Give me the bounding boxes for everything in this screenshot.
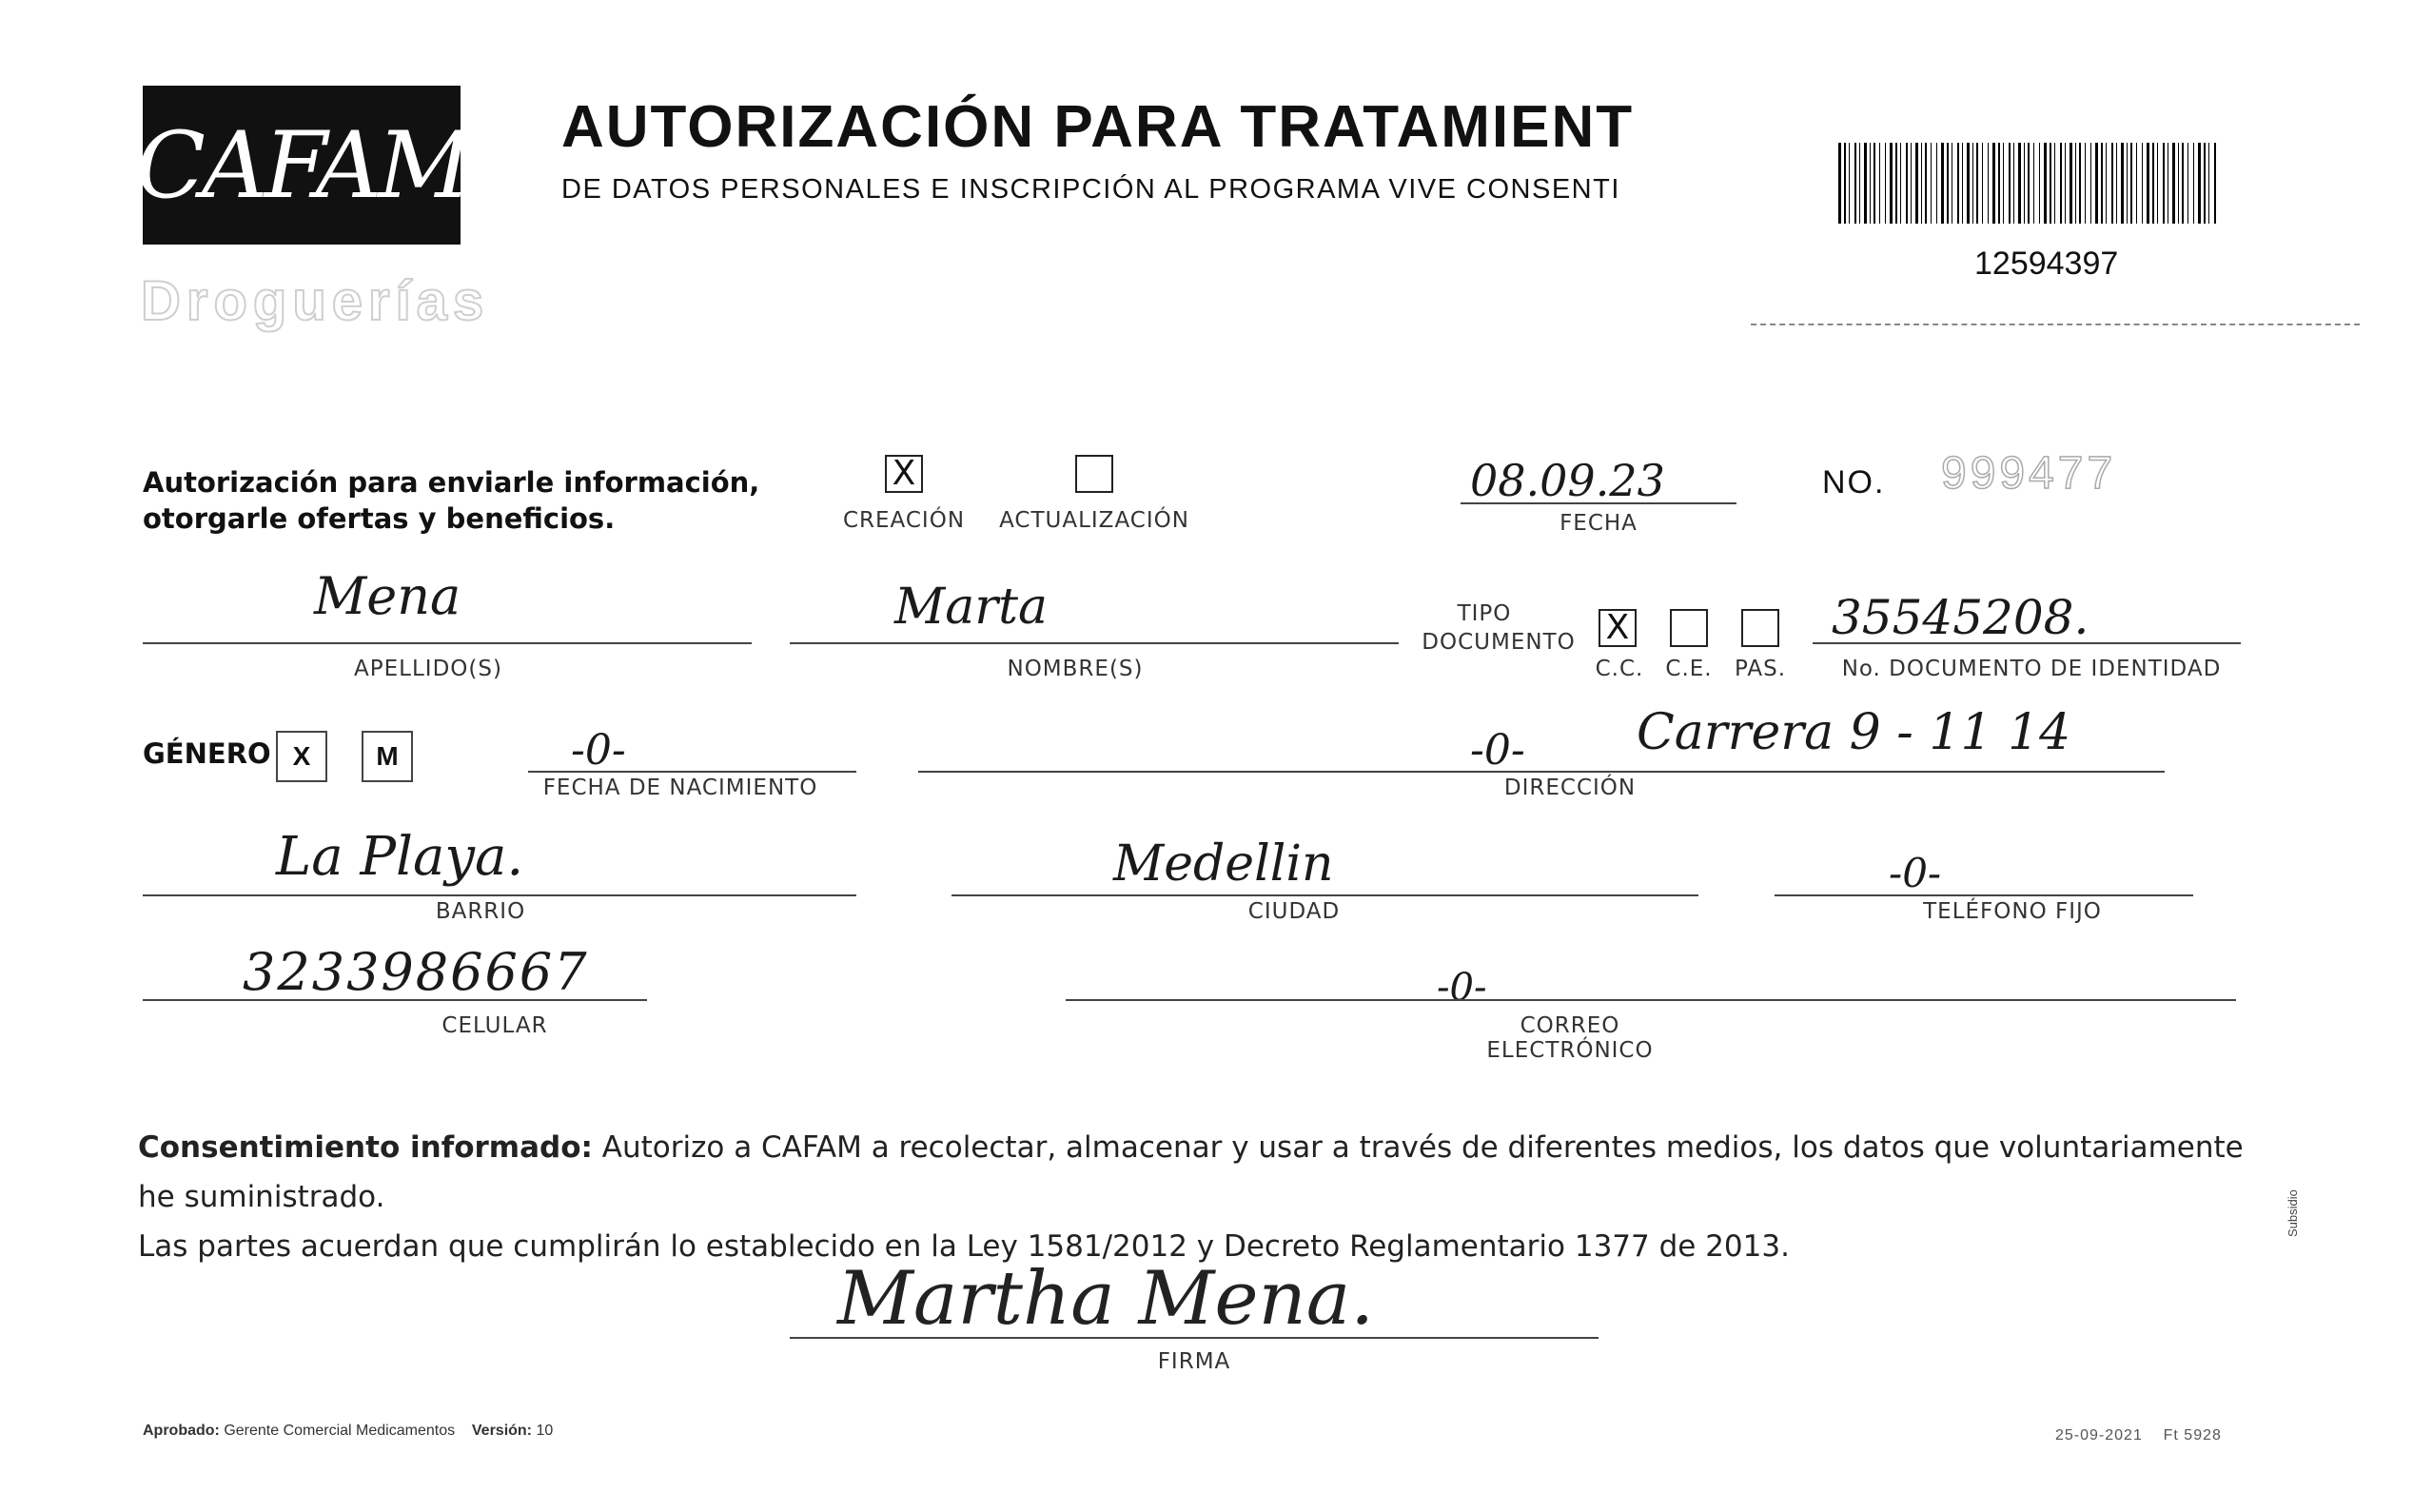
city-value[interactable]: Medellin: [1113, 835, 1334, 893]
city-label: CIUDAD: [1247, 899, 1341, 924]
surname-label: APELLIDO(S): [354, 657, 502, 681]
form-code: Ft 5928: [2163, 1427, 2222, 1443]
footer-codes: [2055, 1427, 2222, 1444]
consent-text-2: Las partes acuerdan que cumplirán lo establecido en la Ley 1581/2012 y Decreto Reglamentario 1377 de 2013.: [138, 1229, 1790, 1264]
consent-heading: Consentimiento informado:: [138, 1130, 593, 1165]
consent-text-1: Autorizo a CAFAM a recolectar, almacenar y usar a través de diferentes medios, los datos que voluntariamente he suministrado.: [138, 1130, 2244, 1214]
creation-label: CREACIÓN: [842, 508, 966, 533]
side-note: Subsidio: [2285, 1189, 2300, 1237]
email-line: [1066, 999, 2236, 1001]
cafam-logo: [135, 86, 468, 245]
address-line: [918, 771, 2165, 773]
document-number-label: No. DOCUMENTO DE IDENTIDAD: [1841, 657, 2222, 681]
intro-line-1: Autorización para enviarle información,: [143, 466, 760, 499]
document-number-line: [1813, 642, 2241, 644]
document-number-value[interactable]: 35545208.: [1832, 590, 2089, 645]
phone-label: TELÉFONO FIJO: [1923, 899, 2102, 924]
logo-subtext: Droguerías: [141, 270, 490, 332]
surname-line: [143, 642, 752, 644]
version-value: 10: [536, 1423, 554, 1439]
cc-label: C.C.: [1595, 657, 1644, 681]
intro-line-2: otorgarle ofertas y beneficios.: [143, 502, 616, 535]
gender-f-mark: X: [292, 741, 311, 771]
given-name-value[interactable]: Marta: [894, 579, 1049, 636]
phone-value[interactable]: -0-: [1889, 850, 1942, 896]
number-value: 999477: [1941, 448, 2117, 499]
gender-m-label: M: [376, 741, 399, 771]
logo-text: CAFAM: [135, 111, 468, 219]
cc-check-mark: X: [1605, 608, 1630, 647]
doc-type-label-2: DOCUMENTO: [1422, 630, 1576, 655]
approved-value: Gerente Comercial Medicamentos: [224, 1423, 456, 1439]
cc-checkbox[interactable]: [1599, 609, 1637, 647]
email-label: CORREO ELECTRÓNICO: [1486, 1013, 1654, 1063]
passport-checkbox[interactable]: [1741, 609, 1779, 647]
given-name-line: [790, 642, 1399, 644]
neighborhood-label: BARRIO: [435, 899, 526, 924]
address-value[interactable]: Carrera 9 - 11 14: [1637, 704, 2071, 761]
update-checkbox[interactable]: [1075, 455, 1113, 493]
signature-value[interactable]: Martha Mena.: [837, 1256, 1375, 1342]
city-line: [951, 894, 1698, 896]
creation-check-mark: X: [892, 454, 916, 493]
date-label: FECHA: [1560, 511, 1638, 536]
birth-date-label: FECHA DE NACIMIENTO: [542, 776, 818, 800]
date-value[interactable]: 08.09.23: [1470, 455, 1665, 506]
mobile-label: CELULAR: [441, 1013, 548, 1038]
surname-value[interactable]: Mena: [314, 566, 461, 626]
neighborhood-line: [143, 894, 856, 896]
neighborhood-value[interactable]: La Playa.: [276, 826, 524, 888]
doc-type-label-1: TIPO: [1457, 601, 1512, 626]
consent-paragraph: [138, 1123, 2288, 1271]
footer-approval: [143, 1423, 553, 1440]
gender-label: GÉNERO: [143, 737, 271, 770]
birth-date-value[interactable]: -0-: [571, 726, 626, 775]
email-value[interactable]: -0-: [1437, 966, 1487, 1010]
gender-f-checkbox[interactable]: [276, 731, 327, 782]
gender-m-checkbox[interactable]: [362, 731, 413, 782]
creation-checkbox[interactable]: [885, 455, 923, 493]
address-prefix-value: -0-: [1470, 726, 1525, 775]
signature-line: [790, 1337, 1599, 1339]
date-code: 25-09-2021: [2055, 1427, 2143, 1443]
version-label: Versión:: [471, 1423, 533, 1439]
birth-date-line: [528, 771, 856, 773]
barcode-number: 12594397: [1974, 245, 2119, 282]
approved-label: Aprobado:: [143, 1423, 220, 1439]
divider: [1751, 324, 2360, 325]
address-label: DIRECCIÓN: [1503, 776, 1637, 800]
ce-checkbox[interactable]: [1670, 609, 1708, 647]
signature-label: FIRMA: [1157, 1349, 1231, 1374]
mobile-value[interactable]: 3233986667: [243, 942, 589, 1002]
date-line: [1461, 502, 1736, 504]
passport-label: PAS.: [1734, 657, 1787, 681]
form-title: AUTORIZACIÓN PARA TRATAMIENT: [561, 94, 1635, 160]
mobile-line: [143, 999, 647, 1001]
number-label: NO.: [1822, 464, 1886, 501]
phone-line: [1775, 894, 2193, 896]
update-label: ACTUALIZACIÓN: [999, 508, 1189, 533]
given-name-label: NOMBRE(S): [1007, 657, 1144, 681]
ce-label: C.E.: [1665, 657, 1713, 681]
barcode-icon: [1838, 143, 2219, 224]
form-subtitle: DE DATOS PERSONALES E INSCRIPCIÓN AL PROGRAMA VIVE CONSENTI: [561, 174, 1620, 205]
